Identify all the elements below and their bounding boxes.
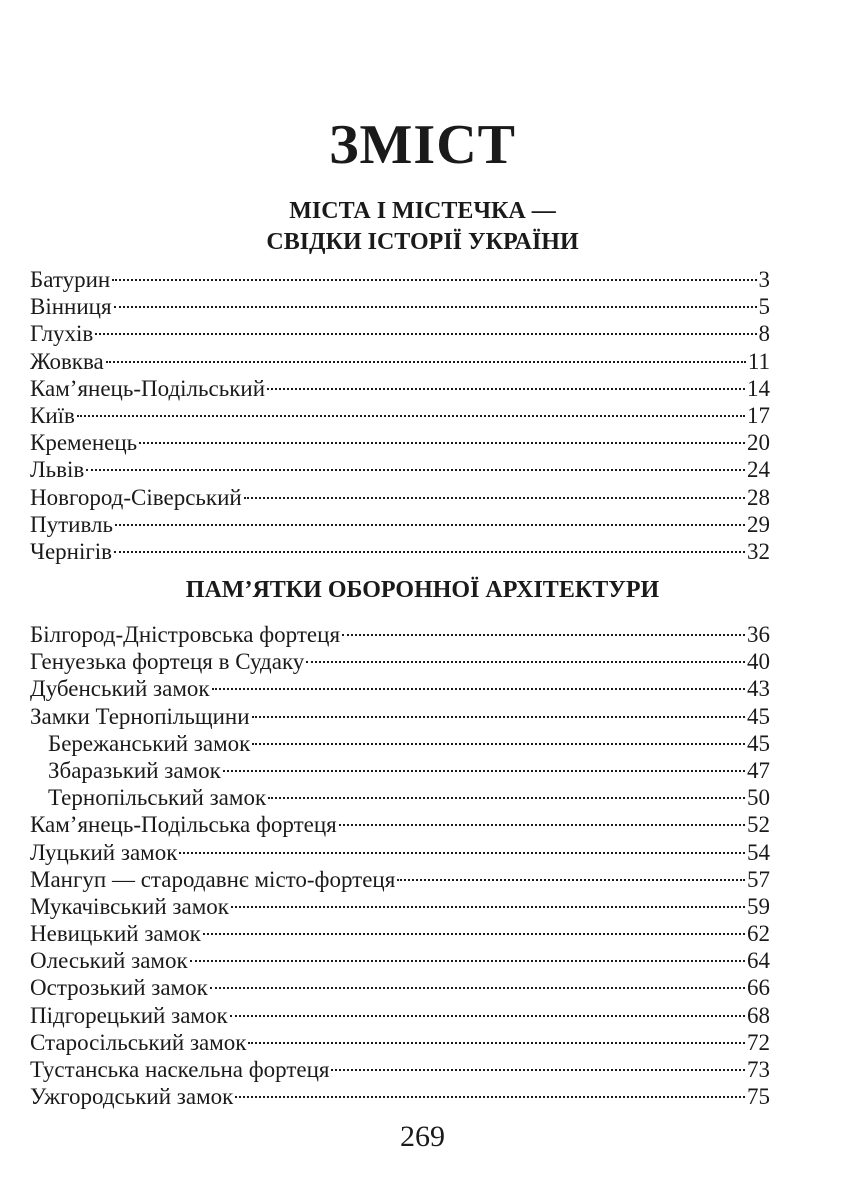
toc-entry	[30, 260, 770, 292]
dot-leader	[112, 260, 756, 287]
dot-leader	[95, 314, 756, 341]
toc-entry	[30, 505, 770, 537]
toc-entry-label: Мукачівський замок	[30, 893, 229, 919]
dot-leader	[210, 968, 745, 995]
toc-entry-page: 8	[758, 321, 770, 347]
toc-list-cities	[30, 260, 770, 564]
dot-leader	[306, 642, 745, 669]
toc-entry	[30, 287, 770, 320]
section-heading-line: МІСТА І МІСТЕЧКА —	[289, 198, 556, 224]
section-heading-line: СВІДКИ ІСТОРІЇ УКРАЇНИ	[266, 229, 579, 255]
dot-leader	[86, 450, 745, 477]
toc-entry-page: 29	[747, 511, 770, 537]
toc-entry-label: Львів	[30, 457, 85, 483]
dot-leader	[106, 342, 746, 369]
dot-leader	[203, 914, 745, 941]
toc-entry	[30, 450, 770, 483]
toc-list-fortifications	[30, 615, 770, 1110]
toc-entry-page: 45	[747, 730, 770, 756]
dot-leader	[179, 833, 745, 860]
toc-entry-page: 57	[747, 866, 770, 892]
toc-entry-page: 24	[747, 457, 770, 483]
dot-leader	[77, 396, 745, 423]
toc-entry-label: Вінниця	[30, 294, 112, 320]
toc-entry	[30, 478, 770, 510]
toc-entry-page: 66	[747, 975, 770, 1001]
toc-entry-page: 40	[747, 649, 770, 675]
toc-entry-page: 62	[747, 921, 770, 947]
toc-entry-label: Дубенський замок	[30, 676, 210, 702]
toc-entry	[30, 423, 770, 456]
dot-leader	[248, 1023, 745, 1050]
toc-entry	[30, 532, 770, 564]
toc-entry-page: 3	[758, 267, 770, 292]
toc-entry-label: Кременець	[30, 430, 138, 456]
toc-entry-page: 5	[758, 294, 770, 320]
toc-entry-label: Тустанська наскельна фортеця	[30, 1057, 330, 1082]
toc-entry	[30, 342, 770, 374]
toc-entry-label: Мангуп — стародавнє місто-фортеця	[30, 866, 396, 892]
toc-entry-page: 59	[747, 893, 770, 919]
dot-leader	[267, 369, 745, 396]
toc-entry-page: 52	[747, 812, 770, 838]
toc-entry-label: Підгорецький замок	[30, 1002, 228, 1028]
dot-leader	[331, 1050, 745, 1077]
toc-entry-label: Замки Тернопільщини	[30, 703, 250, 729]
toc-entry-page: 47	[747, 757, 770, 783]
dot-leader	[115, 505, 745, 532]
page-title: ЗМІСТ	[329, 114, 516, 176]
toc-entry-label: Новгород-Сіверський	[30, 484, 242, 510]
toc-entry-label: Білгород-Дністровська фортеця	[30, 622, 341, 647]
section-heading-cities	[0, 196, 845, 258]
toc-entry-page: 73	[747, 1057, 770, 1082]
toc-entry-page: 43	[747, 676, 770, 702]
dot-leader	[339, 805, 745, 832]
toc-entry	[30, 396, 770, 428]
toc-entry-page: 50	[747, 785, 770, 811]
dot-leader	[231, 887, 745, 914]
toc-entry-page: 54	[747, 839, 770, 865]
toc-entry-label: Острозький замок	[30, 975, 208, 1001]
toc-entry-page: 32	[747, 538, 770, 564]
toc-entry-label: Луцький замок	[30, 839, 178, 865]
section-heading-line: ПАМ’ЯТКИ ОБОРОННОЇ АРХІТЕКТУРИ	[185, 577, 660, 603]
toc-entry-label: Збаразький замок	[48, 757, 221, 783]
toc-entry	[30, 369, 770, 401]
section-heading-fortifications	[0, 575, 845, 606]
page-number: 269	[400, 1120, 445, 1153]
toc-entry	[30, 615, 770, 647]
toc-entry-label: Олеський замок	[30, 948, 188, 974]
toc-entry-label: Київ	[30, 402, 75, 428]
dot-leader	[114, 532, 745, 559]
toc-entry-page: 68	[747, 1002, 770, 1028]
dot-leader	[190, 941, 745, 968]
toc-entry-page: 36	[747, 622, 770, 647]
toc-entry	[30, 314, 770, 347]
toc-entry-label: Кам’янець-Подільський	[30, 375, 266, 401]
toc-entry-page: 45	[747, 703, 770, 729]
dot-leader	[223, 751, 745, 778]
toc-entry-page: 72	[747, 1029, 770, 1055]
toc-entry-page: 14	[747, 375, 770, 401]
toc-entry-label: Генуезька фортеця в Судаку	[30, 649, 305, 675]
toc-entry-label: Путивль	[30, 511, 113, 537]
dot-leader	[230, 996, 745, 1023]
toc-entry-page: 75	[747, 1084, 770, 1110]
dot-leader	[114, 287, 757, 314]
toc-entry-label: Старосільський замок	[30, 1029, 247, 1055]
dot-leader	[212, 669, 745, 696]
toc-entry-label: Батурин	[30, 267, 111, 292]
dot-leader	[244, 478, 745, 505]
toc-entry-label: Жовква	[30, 348, 104, 374]
toc-entry-label: Ужгородський замок	[30, 1084, 234, 1110]
toc-entry-label: Глухів	[30, 321, 94, 347]
toc-entry-label: Чернігів	[30, 538, 113, 564]
toc-entry-page: 28	[747, 484, 770, 510]
toc-entry-page: 64	[747, 948, 770, 974]
toc-entry-page: 17	[747, 402, 770, 428]
dot-leader	[397, 860, 745, 887]
toc-entry-label: Тернопільський замок	[48, 785, 267, 811]
toc-entry-label: Кам’янець-Подільська фортеця	[30, 812, 337, 838]
dot-leader	[235, 1077, 745, 1104]
toc-entry-label: Бережанський замок	[48, 730, 251, 756]
toc-entry-page: 11	[747, 348, 770, 374]
dot-leader	[342, 615, 745, 642]
dot-leader	[252, 697, 745, 724]
toc-entry-label: Невицький замок	[30, 921, 201, 947]
dot-leader	[139, 423, 745, 450]
toc-entry-page: 20	[747, 430, 770, 456]
dot-leader	[268, 778, 745, 805]
dot-leader	[252, 724, 745, 751]
